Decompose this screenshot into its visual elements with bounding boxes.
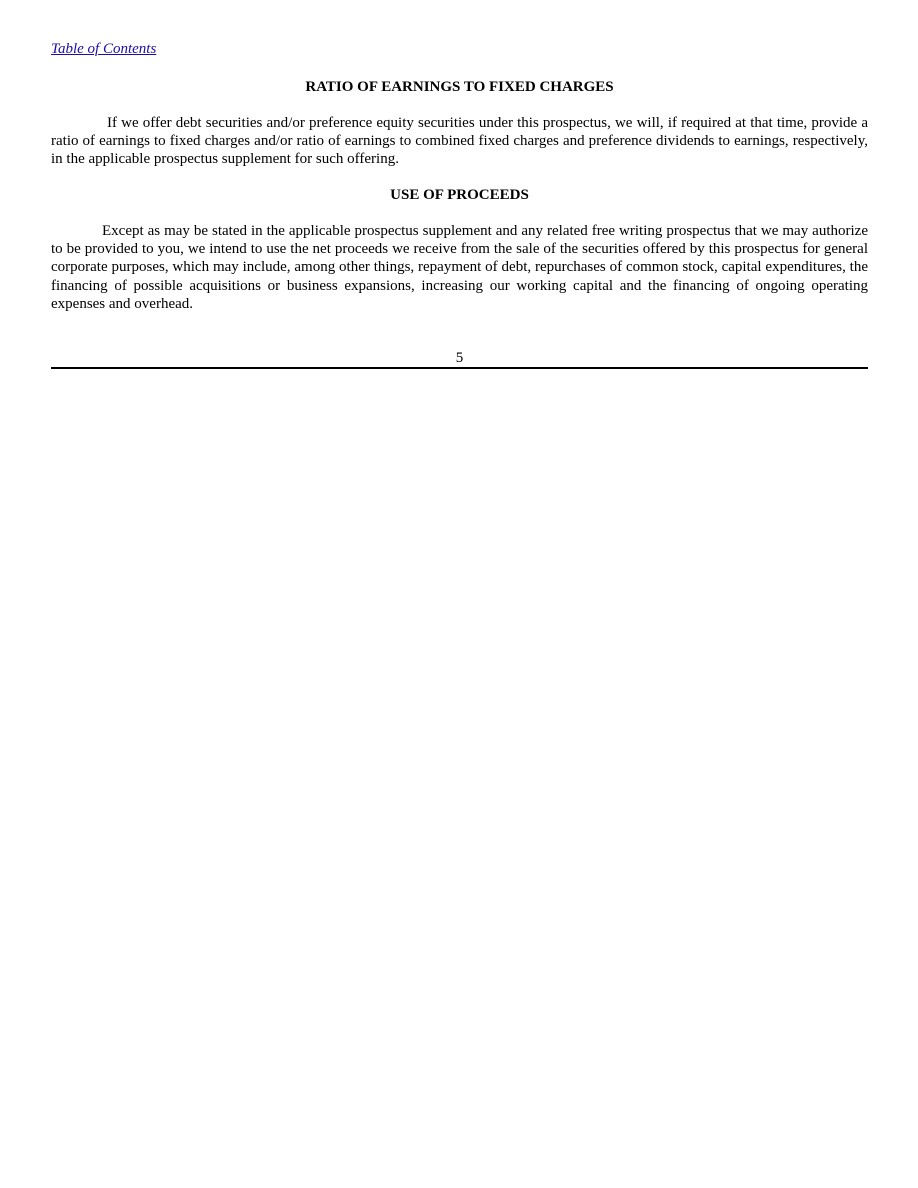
page-number: 5 xyxy=(455,350,464,366)
table-of-contents-link[interactable]: Table of Contents xyxy=(51,41,157,57)
page-footer-rule xyxy=(51,367,868,369)
section-paragraph-ratio-of-earnings: If we offer debt securities and/or preference equity securities under this prospectus, we will, if required at that time, provide a ratio of earnings to fixed charges and/or ratio of earnings to combined fixed charges and preference dividends to earnings, respectively, in the applicable prospectus supplement for such offering. xyxy=(51,115,868,168)
section-heading-use-of-proceeds: USE OF PROCEEDS xyxy=(390,187,529,203)
section-paragraph-use-of-proceeds: Except as may be stated in the applicable prospectus supplement and any related free writing prospectus that we may authorize to be provided to you, we intend to use the net proceeds we receive from the sale of the securities offered by this prospectus for general corporate purposes, which may include, among other things, repayment of debt, repurchases of common stock, capital expenditures, the financing of possible acquisitions or business expansions, increasing our working capital and the financing of ongoing operating expenses and overhead. xyxy=(51,223,868,312)
section-heading-ratio-of-earnings: RATIO OF EARNINGS TO FIXED CHARGES xyxy=(305,79,614,95)
